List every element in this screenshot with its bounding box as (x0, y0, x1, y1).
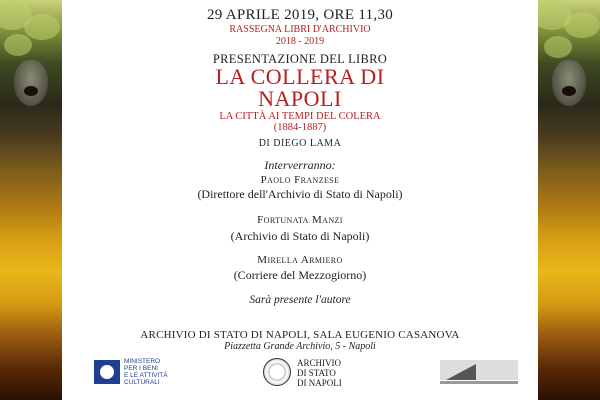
book-author: DI DIEGO LAMA (258, 138, 342, 149)
speaker-name: Paolo Franzese (260, 174, 340, 186)
vesuvius-logo (440, 360, 518, 388)
series-years: 2018 - 2019 (275, 36, 325, 47)
venue-address: Piazzetta Grande Archivio, 5 - Napoli (224, 341, 376, 352)
speaker-name: Mirella Armiero (257, 254, 343, 266)
event-date: 29 APRILE 2019, ORE 11,30 (206, 7, 394, 23)
left-decorative-image (0, 0, 62, 400)
right-decorative-image (538, 0, 600, 400)
speaker-role: (Archivio di Stato di Napoli) (230, 229, 370, 243)
poster-content (62, 0, 538, 400)
ministry-emblem-icon (94, 360, 120, 384)
author-presence-note: Sarà presente l'autore (249, 294, 351, 306)
vesuvius-icon (440, 360, 518, 380)
screaming-face-icon (552, 60, 586, 106)
speakers-heading: Interverranno: (264, 158, 336, 172)
book-period: (1884-1887) (273, 122, 327, 133)
speaker-name: Fortunata Manzi (257, 214, 343, 226)
speaker-role: (Direttore dell'Archivio di Stato di Napoli) (197, 187, 403, 201)
book-title-line1: LA COLLERA DI (215, 64, 385, 89)
ministry-logo (94, 358, 204, 388)
speaker-role: (Corriere del Mezzogiorno) (233, 268, 367, 282)
book-subtitle: LA CITTÀ AI TEMPI DEL COLERA (219, 111, 381, 122)
screaming-face-icon (14, 60, 48, 106)
archive-logo (263, 356, 383, 390)
book-title-line2: NAPOLI (258, 86, 342, 111)
archive-logo-text: ARCHIVIO DI STATO DI NAPOLI (297, 358, 342, 388)
venue: ARCHIVIO DI STATO DI NAPOLI, SALA EUGENIO CASANOVA (140, 329, 460, 341)
ministry-logo-text: MINISTERO PER I BENI E LE ATTIVITÀ CULTURALI (124, 358, 168, 386)
archive-seal-icon (263, 358, 291, 386)
series-title: RASSEGNA LIBRI D'ARCHIVIO (229, 24, 371, 35)
presentation-heading: PRESENTAZIONE DEL LIBRO (212, 52, 388, 66)
vesuvius-caption (440, 381, 518, 384)
